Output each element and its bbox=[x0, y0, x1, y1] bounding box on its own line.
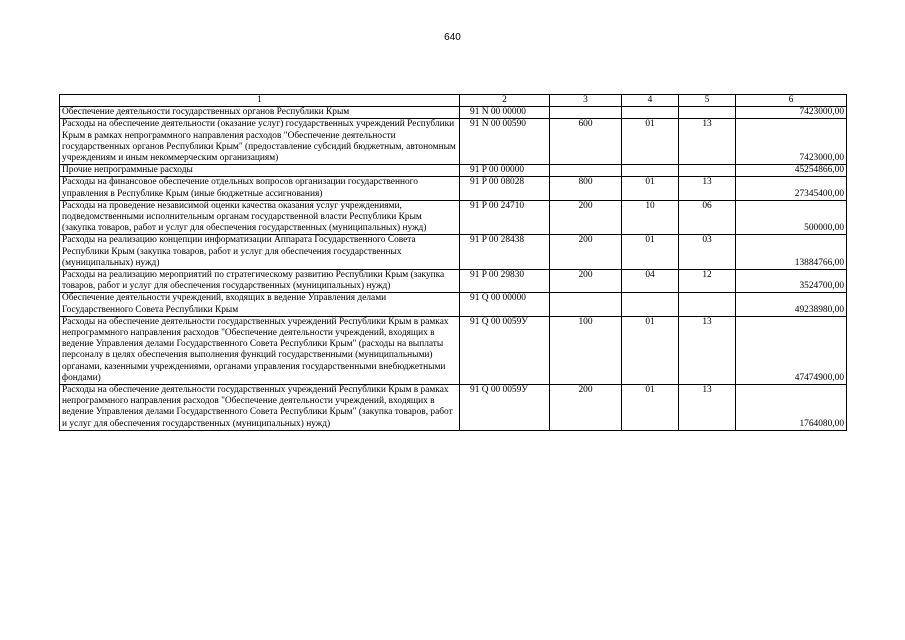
row-name: Расходы на обеспечение деятельности государственных учреждений Республики Крым в рамках непрограммного направления расходов "Обеспечение деятельности учреждений, входящих в ведение Управления делами Государственного Совета Республики Крым" (закупка товаров, работ и услуг для обеспечения государственных (муниципальных) нужд) bbox=[60, 385, 460, 431]
column-header: 3 bbox=[550, 95, 622, 107]
row-amount: 13884766,00 bbox=[736, 235, 847, 270]
row-type: 200 bbox=[550, 385, 622, 431]
table-row bbox=[60, 107, 847, 119]
row-amount: 1764080,00 bbox=[736, 385, 847, 431]
row-amount: 7423000,00 bbox=[736, 119, 847, 165]
table-row bbox=[60, 235, 847, 270]
table-row bbox=[60, 200, 847, 235]
row-type: 100 bbox=[550, 316, 622, 384]
table-row bbox=[60, 165, 847, 177]
budget-table bbox=[59, 94, 847, 431]
row-type: 200 bbox=[550, 235, 622, 270]
row-type bbox=[550, 165, 622, 177]
row-code: 91 P 00 28438 bbox=[460, 235, 550, 270]
row-section: 01 bbox=[622, 119, 679, 165]
row-subsection bbox=[679, 293, 736, 316]
row-amount: 7423000,00 bbox=[736, 107, 847, 119]
row-code: 91 N 00 00590 bbox=[460, 119, 550, 165]
row-code: 91 P 00 08028 bbox=[460, 177, 550, 200]
row-type: 200 bbox=[550, 200, 622, 235]
row-code: 91 N 00 00000 bbox=[460, 107, 550, 119]
row-amount: 47474900,00 bbox=[736, 316, 847, 384]
page-number: 640 bbox=[444, 32, 461, 43]
row-type: 600 bbox=[550, 119, 622, 165]
table-row bbox=[60, 316, 847, 384]
column-header: 2 bbox=[460, 95, 550, 107]
table-row bbox=[60, 385, 847, 431]
row-code: 91 Q 00 0059У bbox=[460, 385, 550, 431]
row-section: 01 bbox=[622, 385, 679, 431]
row-name: Расходы на финансовое обеспечение отдельных вопросов организации государственного управления в Республике Крым (иные бюджетные ассигнования) bbox=[60, 177, 460, 200]
row-amount: 49238980,00 bbox=[736, 293, 847, 316]
row-name: Прочие непрограммные расходы bbox=[60, 165, 460, 177]
table-row bbox=[60, 177, 847, 200]
row-section bbox=[622, 107, 679, 119]
row-amount: 500000,00 bbox=[736, 200, 847, 235]
row-code: 91 P 00 00000 bbox=[460, 165, 550, 177]
row-section bbox=[622, 165, 679, 177]
row-section: 01 bbox=[622, 235, 679, 270]
row-code: 91 P 00 24710 bbox=[460, 200, 550, 235]
row-subsection: 13 bbox=[679, 316, 736, 384]
row-name: Расходы на реализацию мероприятий по стратегическому развитию Республики Крым (закупка товаров, работ и услуг для обеспечения государственных (муниципальных) нужд) bbox=[60, 270, 460, 293]
table-row bbox=[60, 119, 847, 165]
row-subsection: 06 bbox=[679, 200, 736, 235]
row-type bbox=[550, 107, 622, 119]
table-row bbox=[60, 293, 847, 316]
row-code: 91 P 00 29830 bbox=[460, 270, 550, 293]
table-row bbox=[60, 270, 847, 293]
row-name: Расходы на реализацию концепции информатизации Аппарата Государственного Совета Республики Крым (закупка товаров, работ и услуг для обеспечения государственных (муниципальных) нужд) bbox=[60, 235, 460, 270]
row-code: 91 Q 00 00000 bbox=[460, 293, 550, 316]
row-name: Расходы на обеспечение деятельности (оказание услуг) государственных учреждений Республики Крым в рамках непрограммного направления расходов "Обеспечение деятельности государственных органов Республики Крым" (предоставление субсидий бюджетным, автономным учреждениям и иным некоммерческим организациям) bbox=[60, 119, 460, 165]
row-section: 01 bbox=[622, 177, 679, 200]
row-amount: 3524700,00 bbox=[736, 270, 847, 293]
row-name: Расходы на обеспечение деятельности государственных учреждений Республики Крым в рамках непрограммного направления расходов "Обеспечение деятельности учреждений, входящих в ведение Управления делами Государственного Совета Республики Крым" (расходы на выплаты персоналу в целях обеспечения выполнения функций государственными (муниципальными) органами, казенными учреждениями, органами управления государственными внебюджетными фондами) bbox=[60, 316, 460, 384]
row-section bbox=[622, 293, 679, 316]
row-type: 200 bbox=[550, 270, 622, 293]
row-section: 10 bbox=[622, 200, 679, 235]
row-section: 01 bbox=[622, 316, 679, 384]
row-subsection: 12 bbox=[679, 270, 736, 293]
row-name: Обеспечение деятельности государственных органов Республики Крым bbox=[60, 107, 460, 119]
row-subsection: 13 bbox=[679, 385, 736, 431]
row-code: 91 Q 00 0059У bbox=[460, 316, 550, 384]
row-name: Расходы на проведение независимой оценки качества оказания услуг учреждениями, подведомственными исполнительным органам государственной власти Республики Крым (закупка товаров, работ и услуг для обеспечения государственных (муниципальных) нужд) bbox=[60, 200, 460, 235]
column-header: 1 bbox=[60, 95, 460, 107]
row-amount: 45254866,00 bbox=[736, 165, 847, 177]
row-type: 800 bbox=[550, 177, 622, 200]
row-subsection: 13 bbox=[679, 177, 736, 200]
row-name: Обеспечение деятельности учреждений, входящих в ведение Управления делами Государственного Совета Республики Крым bbox=[60, 293, 460, 316]
column-header: 6 bbox=[736, 95, 847, 107]
row-subsection: 03 bbox=[679, 235, 736, 270]
row-subsection bbox=[679, 165, 736, 177]
row-subsection: 13 bbox=[679, 119, 736, 165]
row-section: 04 bbox=[622, 270, 679, 293]
column-header: 5 bbox=[679, 95, 736, 107]
row-subsection bbox=[679, 107, 736, 119]
row-amount: 27345400,00 bbox=[736, 177, 847, 200]
column-header: 4 bbox=[622, 95, 679, 107]
row-type bbox=[550, 293, 622, 316]
table-header-row bbox=[60, 95, 847, 107]
